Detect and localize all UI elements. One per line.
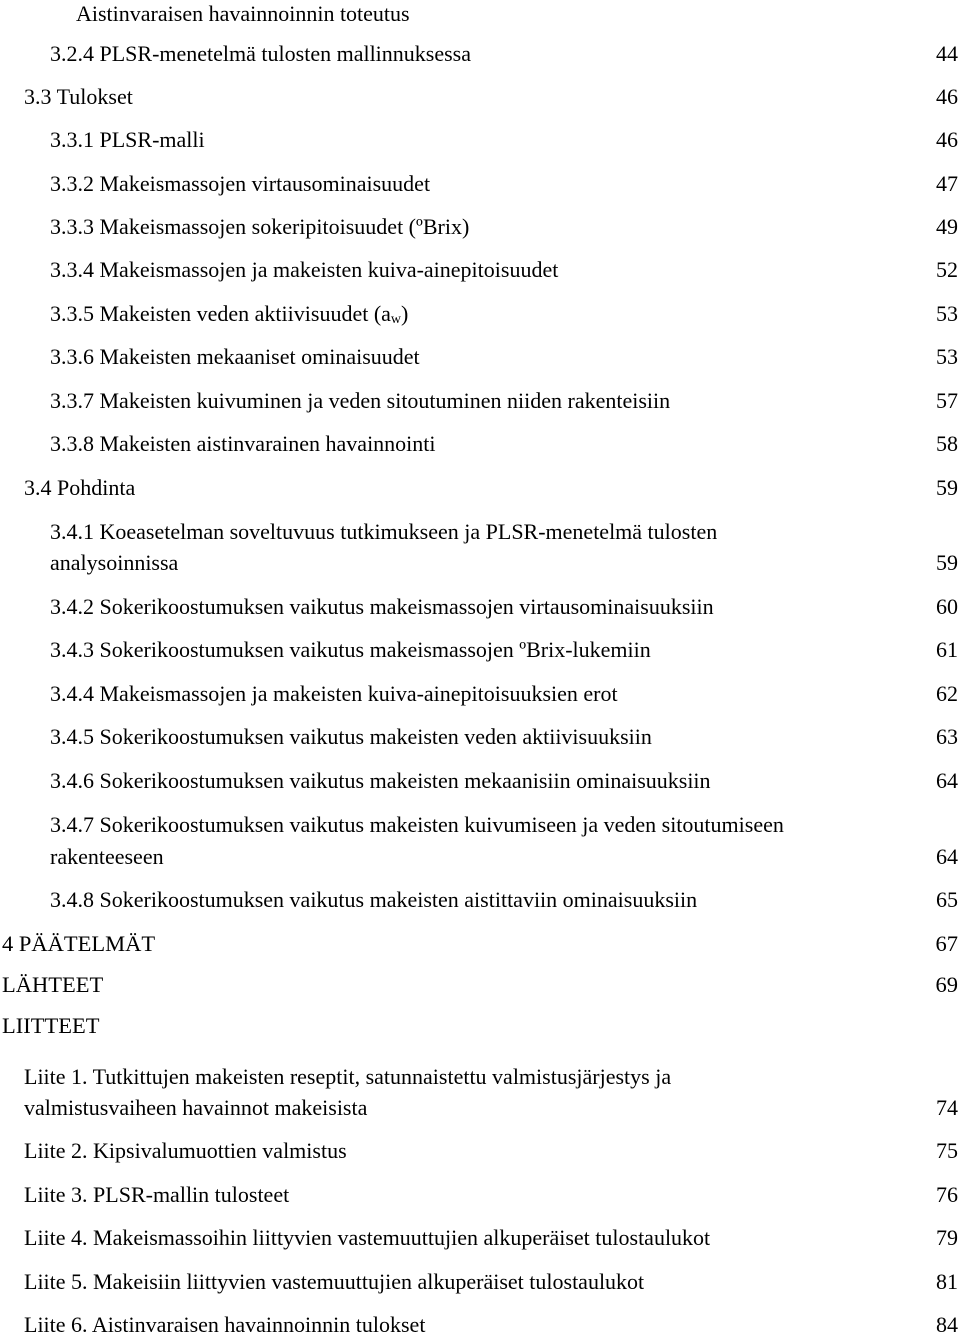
toc-entry-page: 47 — [936, 171, 958, 196]
toc-entry-title: 3.3.6 Makeisten mekaaniset ominaisuudet — [50, 344, 420, 369]
toc-entry-title: 3.3.7 Makeisten kuivuminen ja veden sitoutuminen niiden rakenteisiin — [50, 388, 671, 413]
toc-entry-page: 65 — [936, 887, 958, 912]
toc-entry-page: 75 — [936, 1138, 958, 1163]
toc-entry-title — [50, 300, 408, 334]
toc-entry-title: 3.3.1 PLSR-malli — [50, 127, 205, 152]
toc-entry-title: Liite 4. Makeismassoihin liittyvien vastemuuttujien alkuperäiset tulostaulukot — [24, 1225, 711, 1250]
toc-entry-title: valmistusvaiheen havainnot makeisista — [24, 1095, 368, 1120]
toc-entry-title: 3.4 Pohdinta — [24, 475, 136, 500]
toc-entry-page: 76 — [936, 1182, 958, 1207]
toc-entry-page: 46 — [936, 127, 958, 152]
toc-entry-title: Liite 6. Aistinvaraisen havainnoinnin tulokset — [24, 1312, 426, 1337]
toc-entry-page: 49 — [936, 214, 958, 239]
toc-entry-title: 3.3.8 Makeisten aistinvarainen havainnointi — [50, 431, 436, 456]
toc-entry-title: rakenteeseen — [50, 844, 164, 869]
toc-entry-title-end: ) — [401, 301, 409, 326]
toc-entry-page: 44 — [936, 41, 958, 66]
toc-entry-page: 62 — [936, 681, 958, 706]
toc-entry-title: analysoinnissa — [50, 550, 179, 575]
toc-entry-title: 3.4.7 Sokerikoostumuksen vaikutus makeisten kuivumiseen ja veden sitoutumiseen — [50, 812, 784, 837]
toc-entry-title: 3.2.4 PLSR-menetelmä tulosten mallinnuksessa — [50, 41, 472, 66]
toc-entry-title: Liite 2. Kipsivalumuottien valmistus — [24, 1138, 347, 1163]
toc-entry-page: 53 — [936, 344, 958, 369]
toc-entry-title: 3.4.1 Koeasetelman soveltuvuus tutkimukseen ja PLSR-menetelmä tulosten — [50, 519, 718, 544]
toc-entry-page: 52 — [936, 257, 958, 282]
toc-entry-page: 67 — [935, 931, 958, 956]
toc-entry-page: 58 — [936, 431, 958, 456]
toc-entry-title: Liite 3. PLSR-mallin tulosteet — [24, 1182, 290, 1207]
toc-entry-title: 3.4.6 Sokerikoostumuksen vaikutus makeisten mekaanisiin ominaisuuksiin — [50, 768, 711, 793]
toc-entry-page: 61 — [936, 637, 958, 662]
toc-entry-page: 46 — [936, 84, 958, 109]
toc-entry-title: 3.3.4 Makeismassojen ja makeisten kuiva-ainepitoisuudet — [50, 257, 559, 282]
toc-entry-title: LIITTEET — [2, 1013, 100, 1038]
toc-entry-title: LÄHTEET — [2, 972, 104, 997]
toc-entry-page: 81 — [936, 1269, 958, 1294]
toc-entry-title: 3.4.3 Sokerikoostumuksen vaikutus makeismassojen ºBrix-lukemiin — [50, 637, 651, 662]
toc-entry-page: 59 — [936, 475, 958, 500]
toc-entry-page: 53 — [936, 301, 958, 326]
toc-entry-page: 69 — [935, 972, 958, 997]
toc-entry-title: 3.4.8 Sokerikoostumuksen vaikutus makeisten aistittaviin ominaisuuksiin — [50, 887, 698, 912]
toc-entry-title-subscript: w — [390, 312, 402, 327]
toc-entry-title: 3.3.3 Makeismassojen sokeripitoisuudet (ºBrix) — [50, 214, 470, 239]
toc-entry-title: 3.3 Tulokset — [24, 84, 133, 109]
toc-entry-page: 84 — [936, 1312, 958, 1337]
toc-entry-title: 3.3.2 Makeismassojen virtausominaisuudet — [50, 171, 431, 196]
toc-entry-title: Liite 1. Tutkittujen makeisten reseptit, satunnaistettu valmistusjärjestys ja — [24, 1064, 672, 1089]
toc-entry-title-main: 3.3.5 Makeisten veden aktiivisuudet (a — [50, 301, 391, 326]
toc-entry-page: 60 — [936, 594, 958, 619]
toc-entry-page: 57 — [936, 388, 958, 413]
toc-entry-page: 74 — [936, 1095, 958, 1120]
toc-entry-title: 4 PÄÄTELMÄT — [2, 931, 156, 956]
toc-entry-title: Aistinvaraisen havainnoinnin toteutus — [76, 1, 410, 26]
toc-entry-title: Liite 5. Makeisiin liittyvien vastemuuttujien alkuperäiset tulostaulukot — [24, 1269, 645, 1294]
toc-entry-title: 3.4.5 Sokerikoostumuksen vaikutus makeisten veden aktiivisuuksiin — [50, 724, 652, 749]
toc-entry-page: 64 — [936, 768, 958, 793]
toc-entry-title: 3.4.2 Sokerikoostumuksen vaikutus makeismassojen virtausominaisuuksiin — [50, 594, 714, 619]
toc-entry-page: 79 — [936, 1225, 958, 1250]
toc-entry-page: 59 — [936, 550, 958, 575]
toc-entry-page: 63 — [936, 724, 958, 749]
toc-entry-page: 64 — [936, 844, 958, 869]
toc-entry-title: 3.4.4 Makeismassojen ja makeisten kuiva-ainepitoisuuksien erot — [50, 681, 618, 706]
